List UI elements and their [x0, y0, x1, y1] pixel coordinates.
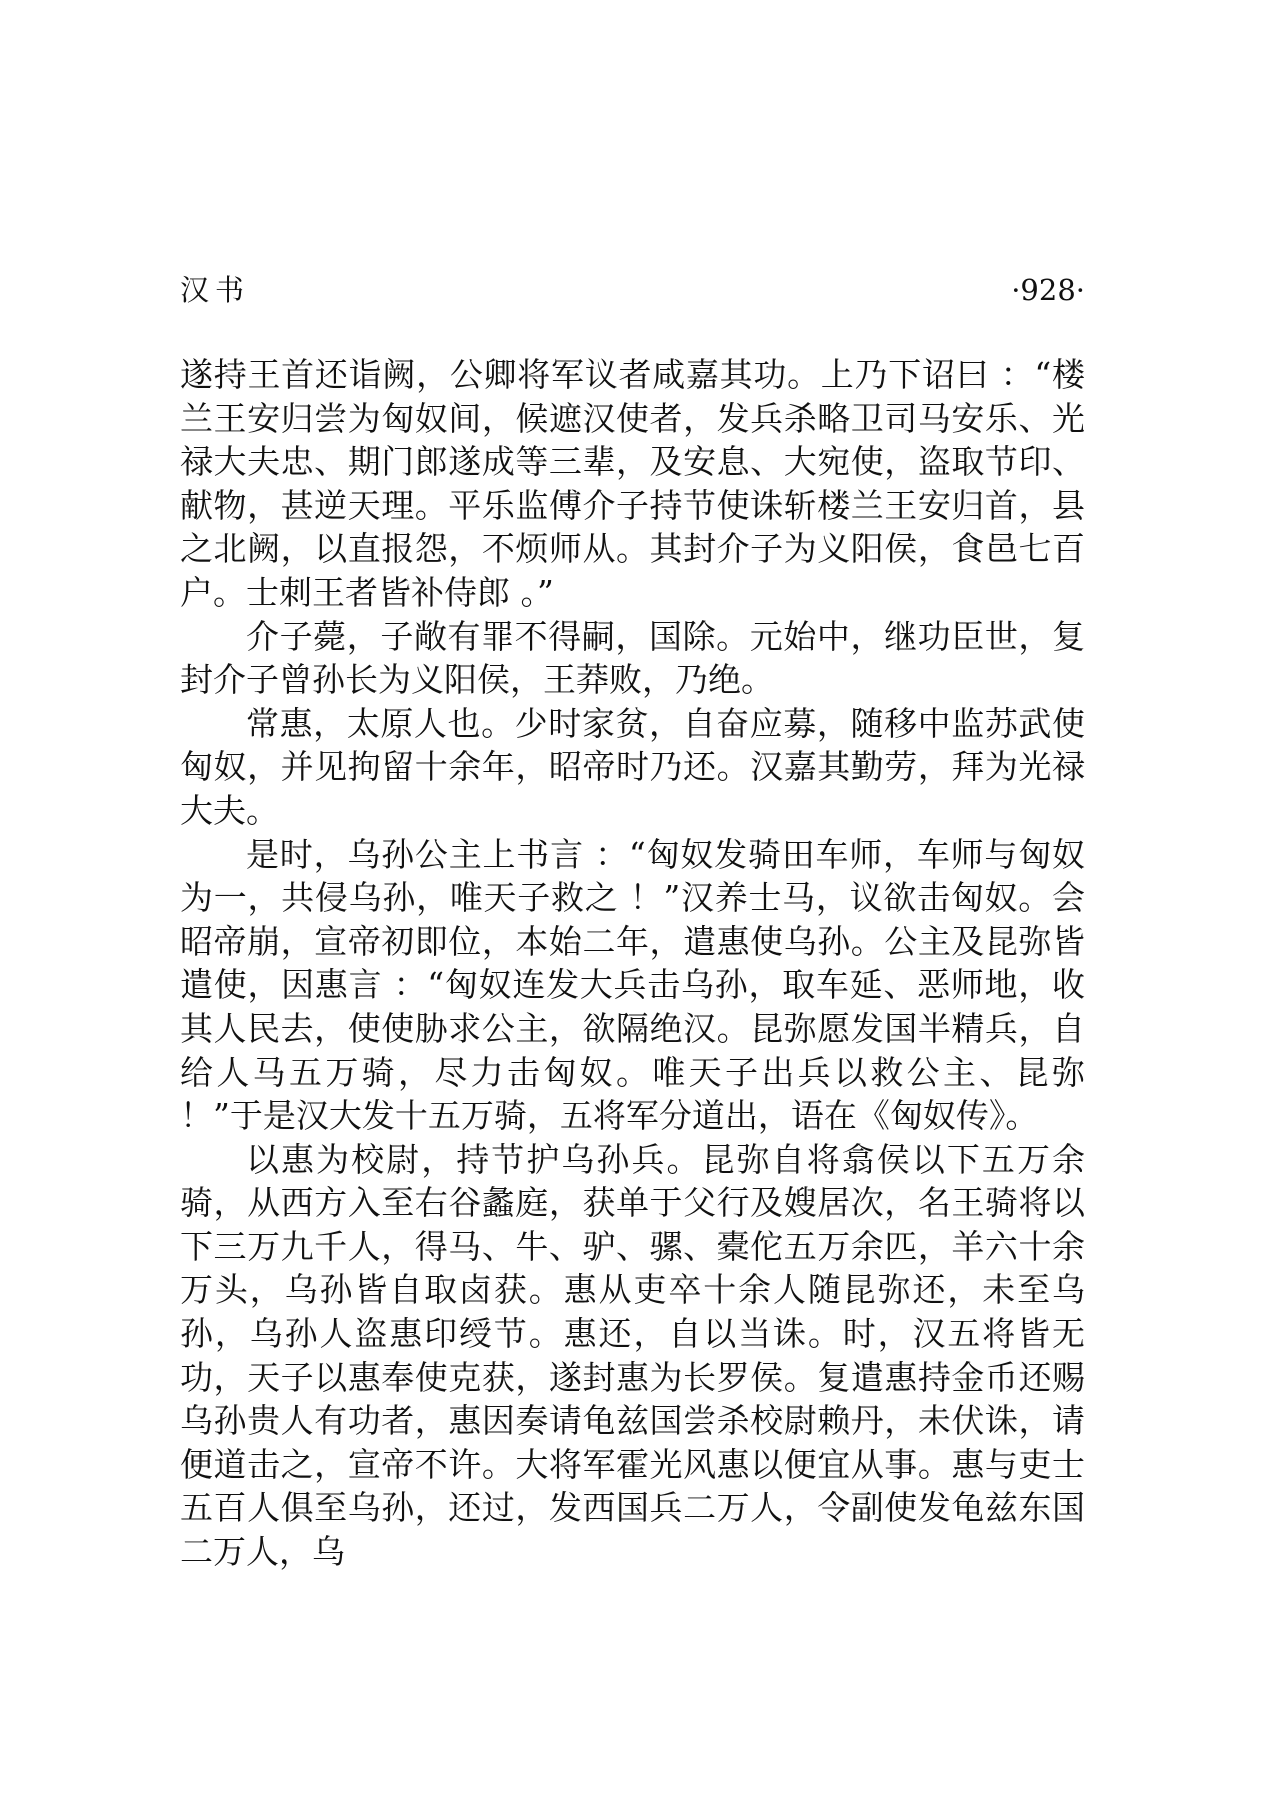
paragraph: 是时，乌孙公主上书言 ：“匈奴发骑田车师，车师与匈奴为一，共侵乌孙，唯天子救之 ！”汉养士马，议欲击匈奴。会昭帝崩，宣帝初即位，本始二年，遣惠使乌孙。公主及昆弥皆遣使，因惠言 ：“匈奴连发大兵击乌孙，取车延、恶师地，收其人民去，使使胁求公主，欲隔绝汉。昆弥愿发国半精兵，自给人马五万骑，尽力击匈奴。唯天子出兵以救公主、昆弥 ！”于是汉大发十五万骑，五将军分道出，语在《匈奴传》。: [180, 834, 1085, 1136]
paragraph: 以惠为校尉，持节护乌孙兵。昆弥自将翕侯以下五万余骑，从西方入至右谷蠡庭，获单于父行及嫂居次，名王骑将以下三万九千人，得马、牛、驴、骡、橐佗五万余匹，羊六十余万头，乌孙皆自取卤获。惠从吏卒十余人随昆弥还，未至乌孙，乌孙人盗惠印绶节。惠还，自以当诛。时，汉五将皆无功，天子以惠奉使克获，遂封惠为长罗侯。复遣惠持金币还赐乌孙贵人有功者，惠因奏请龟兹国尝杀校尉赖丹，未伏诛，请便道击之，宣帝不许。大将军霍光风惠以便宜从事。惠与吏士五百人俱至乌孙，还过，发西国兵二万人，令副使发龟兹东国二万人，乌: [180, 1139, 1085, 1572]
paragraph: 常惠，太原人也。少时家贫，自奋应募，随移中监苏武使匈奴，并见拘留十余年，昭帝时乃还。汉嘉其勤劳，拜为光禄大夫。: [180, 703, 1085, 830]
body-text: [180, 353, 1085, 1574]
running-header: [180, 270, 1085, 310]
page-number: ·928·: [1011, 273, 1085, 307]
paragraph: 介子薨，子敞有罪不得嗣，国除。元始中，继功臣世，复封介子曾孙长为义阳侯，王莽败，乃绝。: [180, 616, 1085, 700]
book-title: 汉书: [180, 273, 251, 307]
paragraph: 遂持王首还诣阙，公卿将军议者咸嘉其功。上乃下诏曰 ：“楼兰王安归尝为匈奴间，候遮汉使者，发兵杀略卫司马安乐、光禄大夫忠、期门郎遂成等三辈，及安息、大宛使，盗取节印、献物，甚逆天理。平乐监傅介子持节使诛斩楼兰王安归首，县之北阙，以直报怨，不烦师从。其封介子为义阳侯，食邑七百户。士刺王者皆补侍郎 。”: [180, 355, 1085, 612]
